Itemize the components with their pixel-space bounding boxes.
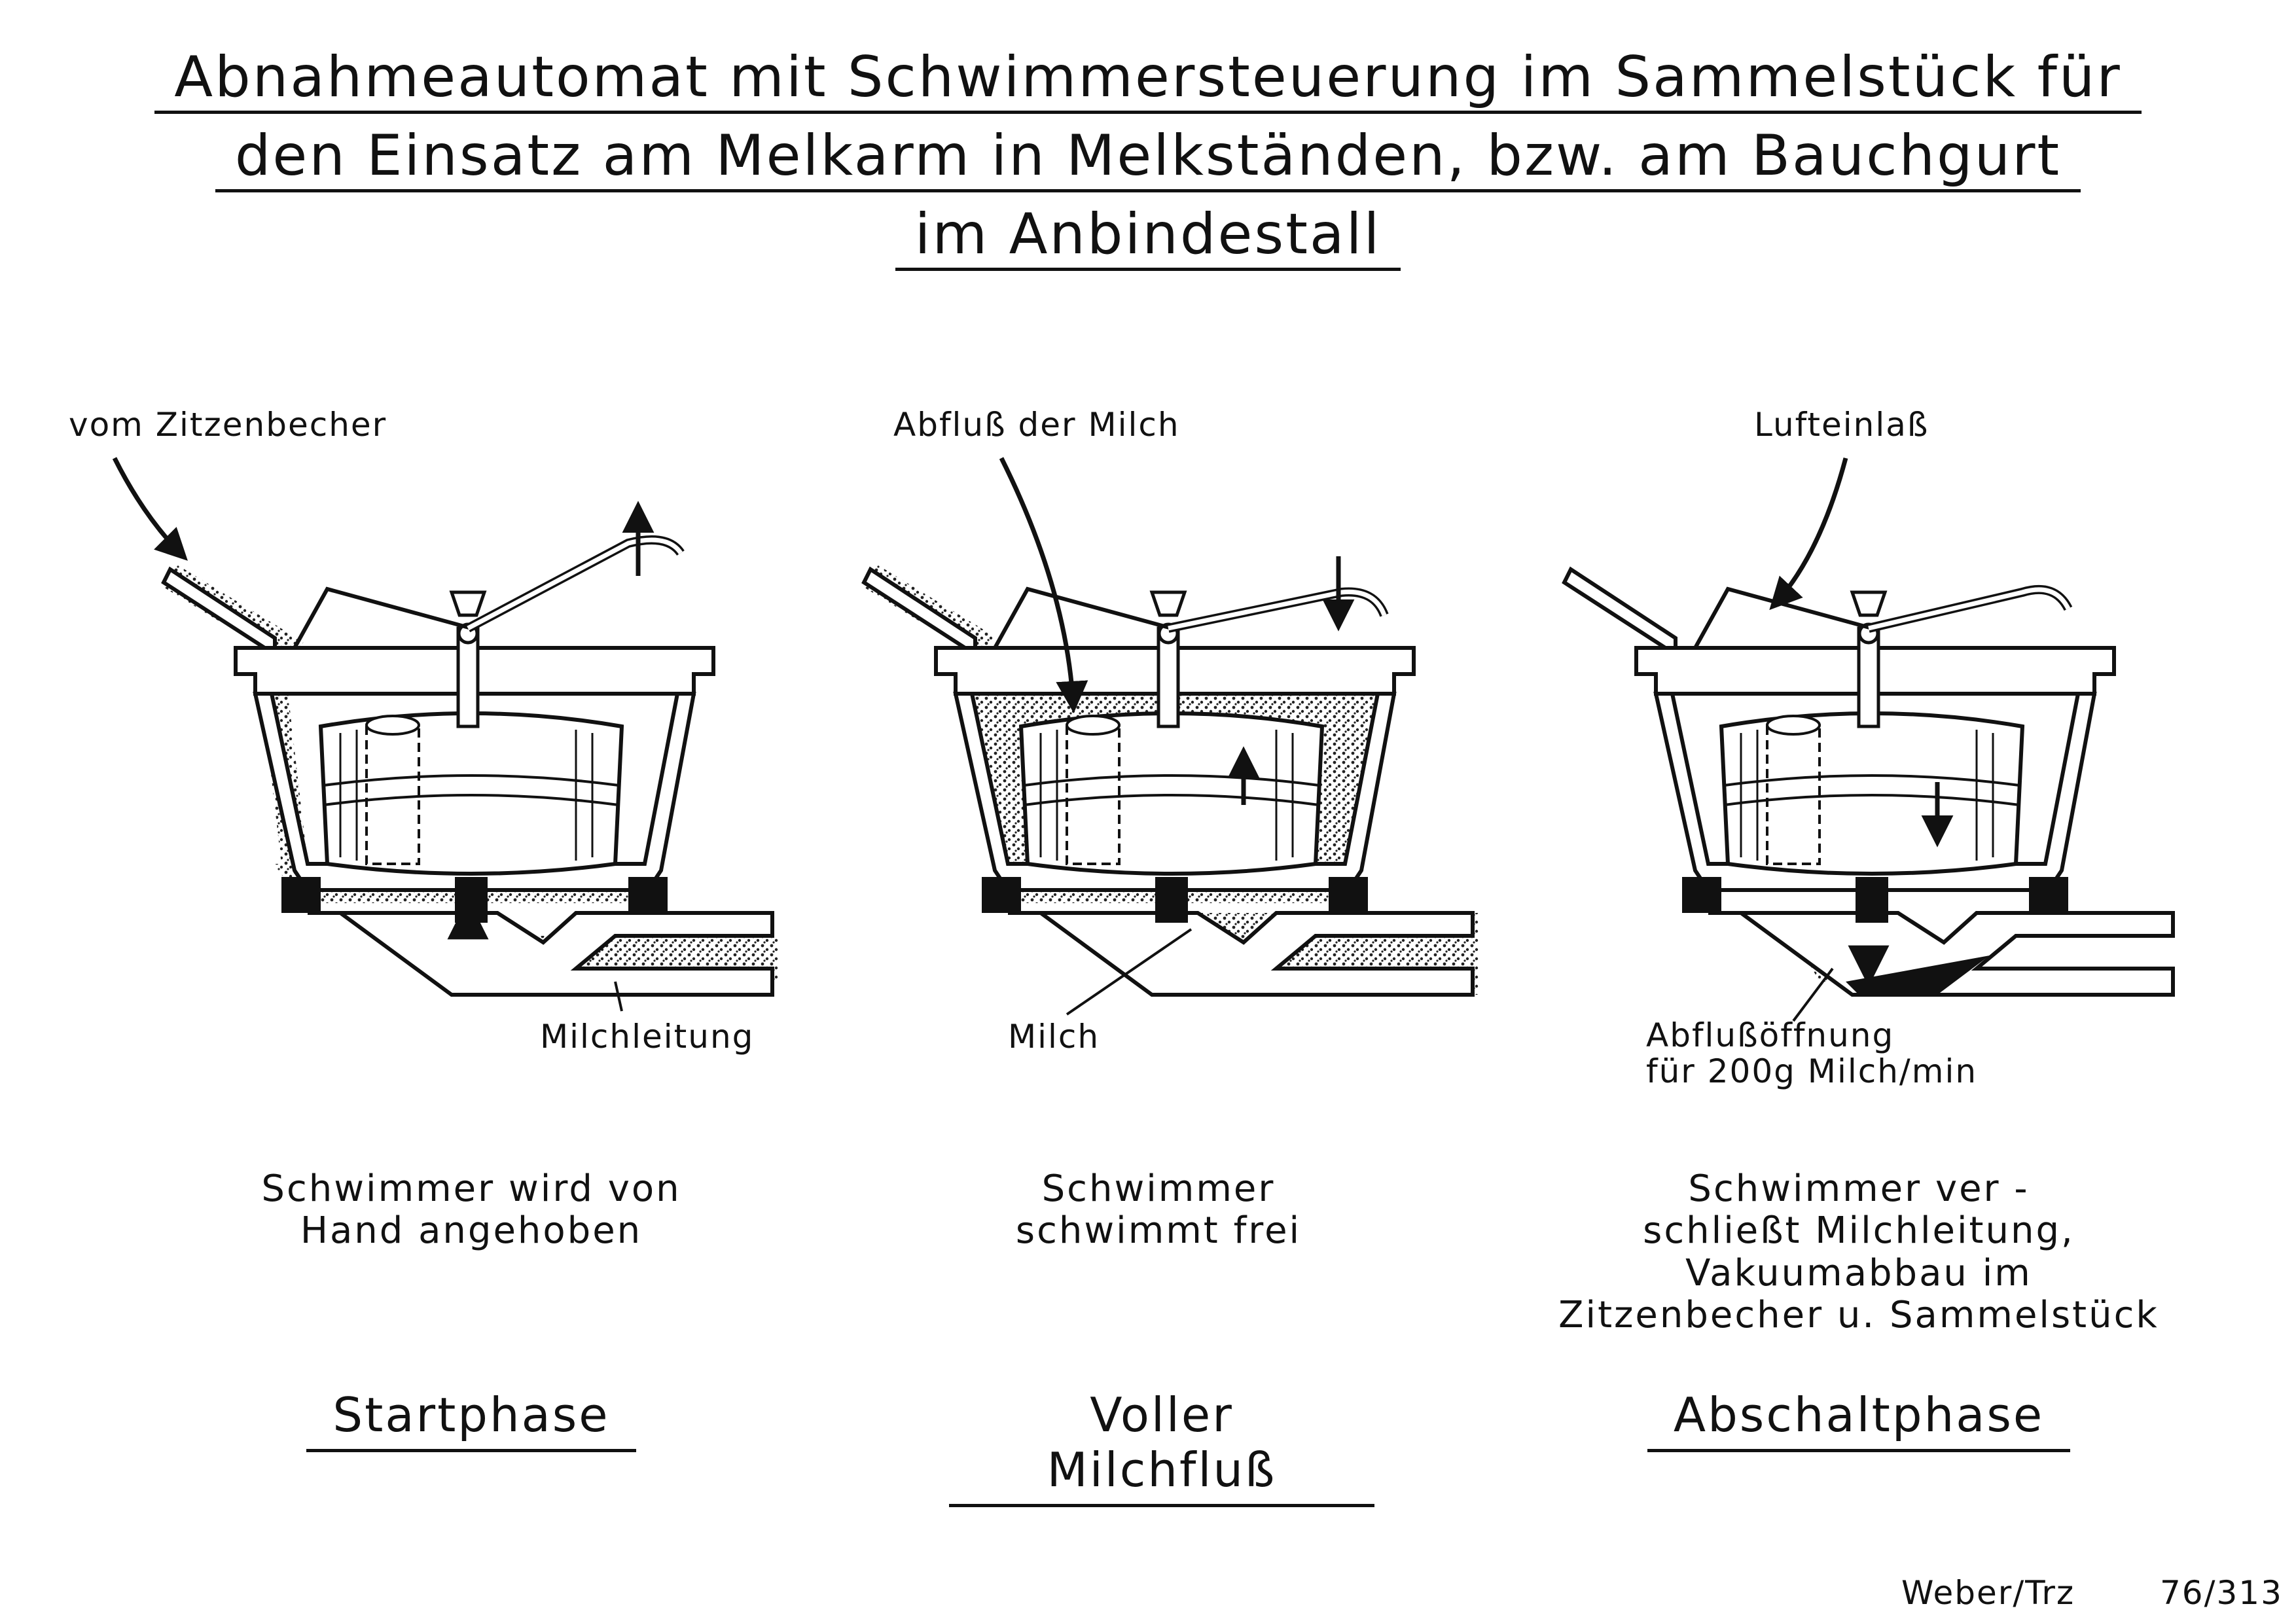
panel-1-description-line: Hand angehoben	[300, 1209, 643, 1253]
panel-1-description	[144, 1168, 798, 1253]
panel-2-bottom-label: Milch	[1008, 1018, 1100, 1056]
panel-1-description-line: Schwimmer wird von	[261, 1168, 681, 1210]
panel-2-description-line: Schwimmer	[1041, 1168, 1276, 1210]
panel-3-phase: Abschaltphase	[1636, 1387, 2081, 1452]
panel-3-description	[1532, 1168, 2186, 1337]
panel-2-phase: Voller Milchfluß	[949, 1387, 1374, 1507]
panel-3-description-line: schließt Milchleitung,	[1643, 1209, 2075, 1253]
panel-3-top-label: Lufteinlaß	[1754, 406, 1929, 444]
panel-3-description-line: Zitzenbecher u. Sammelstück	[1558, 1294, 2159, 1337]
panel-2-diagram	[864, 458, 1479, 1014]
panel-3-diagram	[1564, 458, 2173, 1021]
panel-1-top-label: vom Zitzenbecher	[69, 406, 387, 444]
footer-author: Weber/Trz	[1901, 1574, 2075, 1612]
panel-1-phase: Startphase	[275, 1387, 668, 1452]
title-line-3: im Anbindestall	[0, 206, 2296, 271]
panel-3-bottom-label-line: für 200g Milch/min	[1646, 1052, 1978, 1090]
footer-number: 76/313	[2160, 1574, 2283, 1612]
panel-2-description-line: schwimmt frei	[1015, 1209, 1302, 1253]
title-line-1: Abnahmeautomat mit Schwimmersteuerung im Sammelstück für	[0, 49, 2296, 114]
panel-1-diagram	[115, 458, 779, 1011]
title-line-2: den Einsatz am Melkarm in Melkständen, bzw. am Bauchgurt	[0, 128, 2296, 192]
panel-3-description-line: Vakuumabbau im	[1685, 1251, 2032, 1294]
panel-2-description	[831, 1168, 1486, 1253]
panel-3-bottom-label-line: Abflußöffnung	[1646, 1016, 1895, 1054]
panel-3-bottom-label	[1646, 1018, 1977, 1090]
panel-3-description-line: Schwimmer ver -	[1688, 1168, 2030, 1210]
panel-2-top-label: Abfluß der Milch	[893, 406, 1180, 444]
panel-1-bottom-label: Milchleitung	[540, 1018, 755, 1056]
